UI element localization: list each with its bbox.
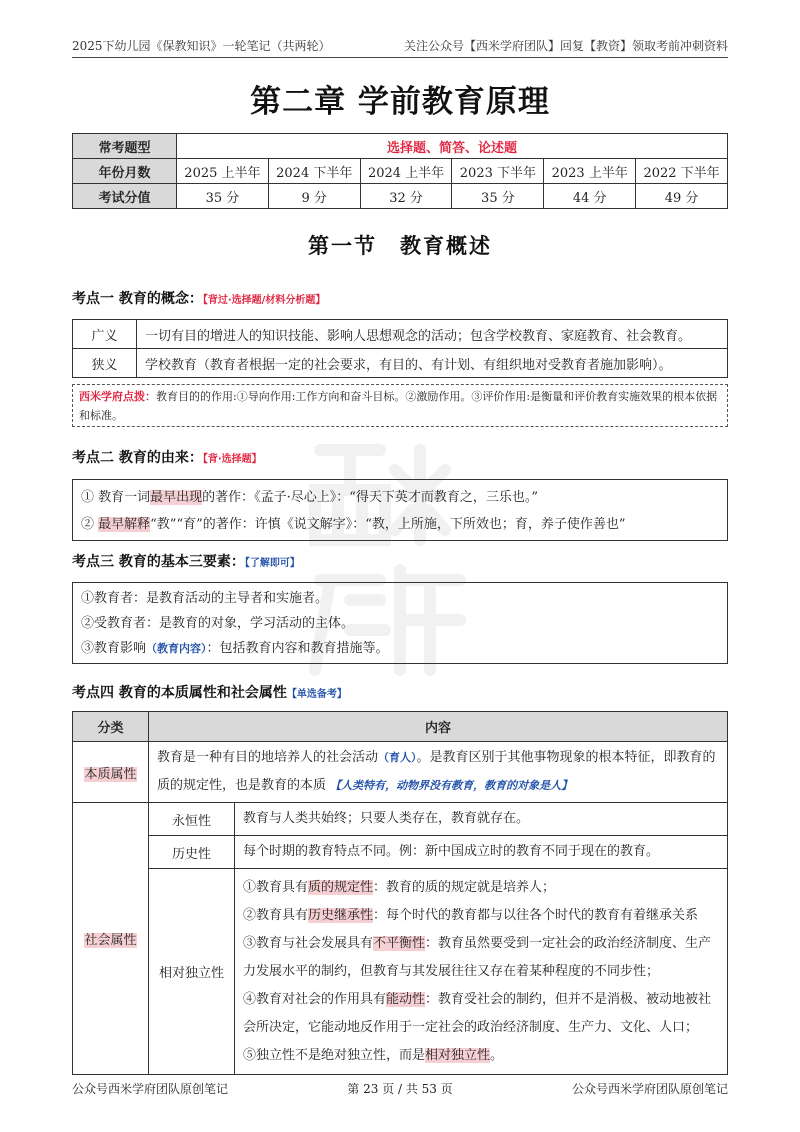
- table-row: [73, 742, 728, 803]
- page-header: [72, 38, 728, 58]
- exam-year-row: [73, 159, 728, 184]
- kp3-tag: 【了解即可】: [244, 558, 300, 569]
- list-item: [243, 930, 719, 986]
- column-header: 分类: [73, 712, 149, 742]
- column-header: 内容: [149, 712, 728, 742]
- kp3-title: 考点三 教育的基本三要素：: [72, 554, 245, 570]
- footer-right-text: 公众号西米学府团队原创笔记: [571, 1082, 728, 1096]
- tip-box: [72, 384, 728, 427]
- education-concept-table: [72, 319, 728, 378]
- footer-left-text: 公众号西米学府团队原创笔记: [72, 1082, 229, 1096]
- content-cell: 每个时期的教育特点不同。例：新中国成立时的教育不同于现在的教育。: [235, 836, 728, 869]
- exam-year-cell: 2022 下半年: [636, 159, 728, 184]
- exam-score-cell: 32 分: [360, 184, 452, 209]
- exam-year-cell: 2025 上半年: [177, 159, 269, 184]
- text-segment: ：包括教育内容和教育措施等。: [206, 641, 389, 656]
- list-item: [243, 874, 719, 902]
- kp4-title: 考点四 教育的本质属性和社会属性: [72, 685, 287, 701]
- list-item: ②受教育者：是教育的对象，学习活动的主体。: [81, 616, 355, 631]
- header-left-text: 2025下幼儿园《保教知识》一轮笔记（共两轮）: [72, 39, 331, 53]
- education-origin-box: [72, 479, 728, 541]
- list-item: ①教育者：是教育活动的主导者和实施者。: [81, 591, 329, 606]
- highlight-text: 本质属性: [84, 766, 137, 782]
- list-item: [81, 484, 719, 511]
- highlight-text: 最早出现: [150, 490, 203, 505]
- kp1-heading: [72, 288, 325, 308]
- blue-note: （育人）: [378, 751, 417, 764]
- text-segment: ④教育对社会的作用具有: [243, 991, 387, 1007]
- text-segment: ：每个时代的教育都与以往各个时代的教育有着继承关系: [373, 907, 699, 923]
- exam-type-value: 选择题、简答、论述题: [177, 134, 728, 159]
- text-segment: ：教育的质的规定就是培养人；: [373, 879, 556, 895]
- highlight-text: 历史继承性: [308, 907, 374, 923]
- kp2-heading: [72, 447, 262, 467]
- exam-year-cell: 2023 上半年: [544, 159, 636, 184]
- text-segment: ⑤独立性不是绝对独立性，而是: [243, 1047, 426, 1063]
- kp1-title: 考点一 教育的概念：: [72, 291, 203, 307]
- blue-note: （教育内容）: [146, 642, 207, 655]
- text-segment: “教”“育”的著作：许慎《说文解字》：“教，上所施，下所效也；育，养子使作善也”: [150, 517, 626, 532]
- kp4-tag: 【单选备考】: [286, 689, 347, 700]
- highlight-text: 能动性: [386, 991, 426, 1007]
- exam-year-cell: 2024 下半年: [268, 159, 360, 184]
- chapter-title: 第二章 学前教育原理: [250, 84, 550, 120]
- list-item: [243, 1042, 719, 1070]
- text-segment: ②: [81, 517, 99, 532]
- text-segment: ① 教育一词: [81, 490, 151, 505]
- text-segment: ③教育影响: [81, 641, 147, 656]
- table-row: [73, 320, 728, 349]
- table-row: [73, 349, 728, 378]
- concept-term: 狭义: [73, 349, 137, 378]
- category-cell: [73, 803, 149, 1075]
- text-segment: ③教育与社会发展具有: [243, 935, 374, 951]
- exam-year-cell: 2024 上半年: [360, 159, 452, 184]
- subcategory-cell: 永恒性: [149, 803, 235, 836]
- table-row: [73, 803, 728, 836]
- kp2-tag: 【背·选择题】: [202, 454, 262, 465]
- kp4-heading: [72, 682, 347, 702]
- highlight-text: 相对独立性: [425, 1047, 491, 1063]
- exam-score-cell: 44 分: [544, 184, 636, 209]
- header-right-text: 关注公众号【西米学府团队】回复【教资】领取考前冲刺资料: [403, 39, 728, 53]
- three-elements-box: [72, 582, 728, 664]
- concept-definition: 一切有目的增进人的知识技能、影响人思想观念的活动；包含学校教育、家庭教育、社会教育。: [137, 320, 728, 349]
- page-footer: [72, 1080, 728, 1097]
- text-segment: ②教育具有: [243, 907, 309, 923]
- category-cell: [73, 742, 149, 803]
- kp2-title: 考点二 教育的由来：: [72, 450, 203, 466]
- exam-info-table: [72, 133, 728, 209]
- highlight-text: 不平衡性: [373, 935, 426, 951]
- table-row: [73, 869, 728, 1075]
- list-item: [243, 986, 719, 1042]
- table-header-row: [73, 712, 728, 742]
- exam-score-cell: 9 分: [268, 184, 360, 209]
- exam-type-label: 常考题型: [73, 134, 177, 159]
- highlight-text: 社会属性: [84, 933, 137, 948]
- highlight-text: 最早解释: [98, 517, 151, 532]
- subcategory-cell: 历史性: [149, 836, 235, 869]
- list-item: [243, 902, 719, 930]
- exam-score-cell: 35 分: [177, 184, 269, 209]
- text-segment: 的著作：《孟子·尽心上》：“得天下英才而教育之，三乐也。”: [202, 490, 539, 505]
- content-cell: 教育与人类共始终；只要人类存在，教育就存在。: [235, 803, 728, 836]
- list-item: [81, 511, 719, 538]
- table-row: [73, 836, 728, 869]
- highlight-text: 质的规定性: [308, 879, 374, 895]
- section-title: 第一节 教育概述: [308, 234, 492, 258]
- education-attributes-table: [72, 711, 728, 1075]
- page-number: 第 23 页 / 共 53 页: [347, 1082, 453, 1096]
- subcategory-cell: 相对独立性: [149, 869, 235, 1075]
- exam-score-row: [73, 184, 728, 209]
- tip-label: 西米学府点拨：: [79, 390, 156, 403]
- concept-definition: 学校教育（教育者根据一定的社会要求，有目的、有计划、有组织地对受教育者施加影响）。: [137, 349, 728, 378]
- blue-note: 【人类特有，动物界没有教育，教育的对象是人】: [330, 779, 573, 792]
- text-segment: ①教育具有: [243, 879, 309, 895]
- tip-text: 教育目的的作用:①导向作用:工作方向和奋斗目标。②激励作用。③评价作用:是衡量和评价教育实施效果的根本依据和标准。: [79, 390, 718, 422]
- exam-year-label: 年份月数: [73, 159, 177, 184]
- text-segment: ：教育虽然要受到一定社会的政治经济制度、生产力发展水平的制约，但教育与其发展往往又存在着某种程度的不同步性；: [243, 935, 712, 979]
- text-segment: 。: [490, 1047, 504, 1063]
- content-cell: [235, 869, 728, 1075]
- exam-year-cell: 2023 下半年: [452, 159, 544, 184]
- concept-term: 广义: [73, 320, 137, 349]
- exam-type-row: [73, 134, 728, 159]
- text-segment: ：教育受社会的制约，但并不是消极、被动地被社会所决定，它能动地反作用于一定社会的政治经济制度、生产力、文化、人口；: [243, 991, 712, 1035]
- exam-score-cell: 49 分: [636, 184, 728, 209]
- kp1-tag: 【背过·选择题/材料分析题】: [202, 295, 326, 306]
- exam-score-cell: 35 分: [452, 184, 544, 209]
- kp3-heading: [72, 551, 300, 571]
- text-segment: 。是教育区别于其他事物现象的根本特征，即教育的质的规定性，也是教育的本质: [157, 750, 716, 793]
- list-item: [81, 636, 719, 661]
- essence-content: [149, 742, 728, 803]
- text-segment: 教育是一种有目的地培养人的社会活动: [157, 750, 379, 765]
- exam-score-label: 考试分值: [73, 184, 177, 209]
